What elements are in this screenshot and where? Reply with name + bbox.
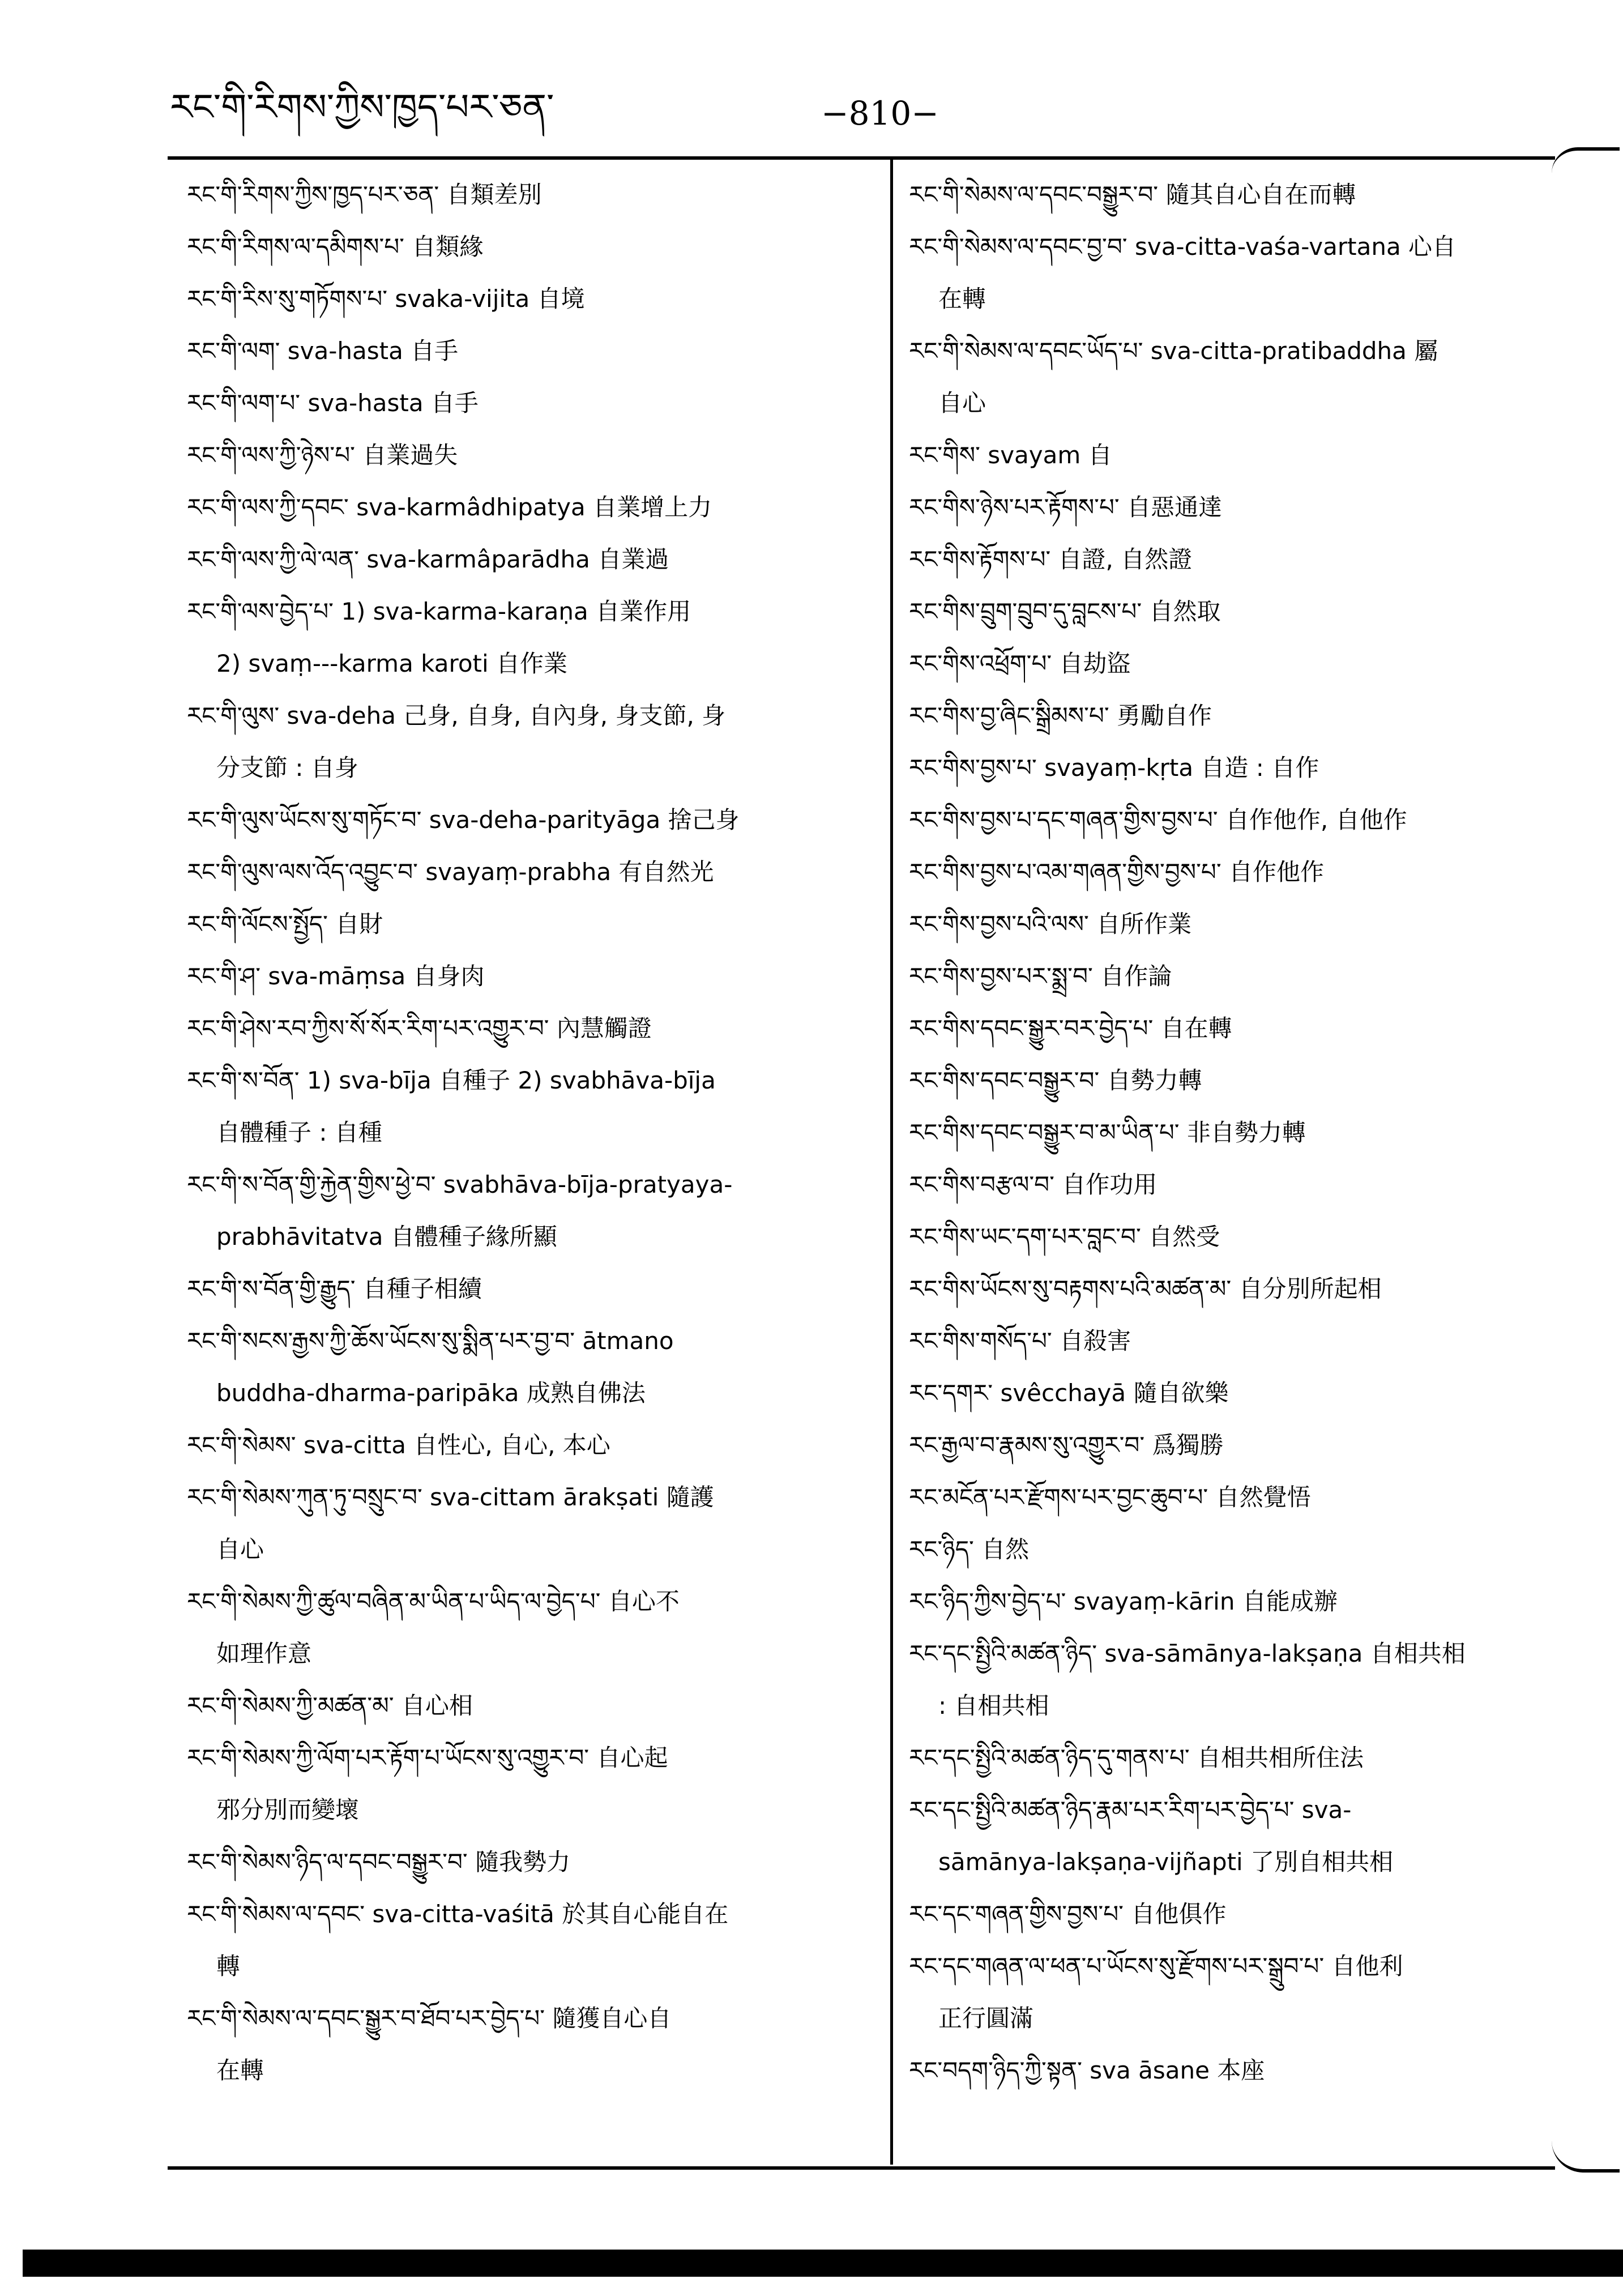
entry-headword-line: རང་གི་སེམས་ལ་དབང་ཡོད་པ་ sva-citta-pratibaddha 屬 [909, 337, 1438, 365]
entry-headword-line: རང་གི་ལུས་ sva-deha 己身, 自身, 自內身, 身支節, 身 [187, 702, 726, 729]
entry-headword-line: རང་གི་སེམས་ལ་དབང་བྱ་བ་ sva-citta-vaśa-vartana 心自 [909, 233, 1457, 261]
column-divider [890, 160, 893, 2165]
dictionary-entry [909, 846, 1594, 898]
entry-headword-line: རང་གི་ལས་བྱེད་པ་ 1) sva-karma-karaṇa 自業作用 [187, 598, 691, 625]
entry-continuation-line: 自心 [938, 389, 986, 417]
entry-headword-line: རང་བདག་ཉིད་ཀྱི་སྟན་ sva āsane 本座 [909, 2056, 1265, 2084]
entry-headword-line: རང་གིས་དབང་སྒྱུར་བར་བྱེད་པ་ 自在轉 [909, 1014, 1232, 1042]
bottom-rule-curve [1552, 2141, 1620, 2173]
dictionary-entry [909, 1419, 1594, 1471]
dictionary-entry [187, 481, 872, 534]
top-rule [168, 156, 1555, 160]
entry-continuation-line: 轉 [216, 1952, 241, 1980]
entry-continuation-line: : 自相共相 [938, 1692, 1049, 1719]
dictionary-entry [909, 1159, 1594, 1211]
entry-headword-line: རང་གིས་ཉེས་པར་རྟོགས་པ་ 自惡通達 [909, 493, 1223, 521]
entry-headword-line: རང་མངོན་པར་རྫོགས་པར་བྱང་ཆུབ་པ་ 自然覺悟 [909, 1483, 1311, 1511]
entry-headword-line: རང་གི་སངས་རྒྱས་ཀྱི་ཆོས་ཡོངས་སུ་སྨིན་པར་བྱ་བ་ ātmano [187, 1327, 674, 1355]
dictionary-entry [909, 1471, 1594, 1523]
entry-headword-line: རང་གིས་བྱས་པ་འམ་གཞན་གྱིས་བྱས་པ་ 自作他作 [909, 858, 1325, 886]
dictionary-entry [187, 1419, 872, 1471]
dictionary-entry [909, 638, 1594, 690]
dictionary-entry [909, 481, 1594, 534]
dictionary-entry [187, 1576, 872, 1680]
entry-headword-line: རང་གིས་བྲུག་བྲུབ་དུ་བླངས་པ་ 自然取 [909, 598, 1221, 625]
entry-headword-line: རང་དང་སྤྱིའི་མཚན་ཉིད་དུ་གནས་པ་ 自相共相所住法 [909, 1744, 1364, 1772]
bottom-rule [168, 2166, 1555, 2170]
entry-headword-line: རང་དགར་ svêcchayā 隨自欲樂 [909, 1379, 1229, 1407]
dictionary-entry [187, 1159, 872, 1263]
entry-headword-line: རང་གི་སེམས་ལ་དབང་སྒྱུར་བ་ཐོབ་པར་བྱེད་པ་ 隨獲自心自 [187, 2004, 672, 2032]
entry-headword-line: རང་གི་ཤ་ sva-māṃsa 自身肉 [187, 962, 485, 990]
entry-continuation-line: buddha-dharma-paripāka 成熟自佛法 [216, 1379, 646, 1407]
entry-headword-line: རང་གི་ལོངས་སྤྱོད་ 自財 [187, 910, 383, 938]
dictionary-entry [187, 898, 872, 950]
entry-continuation-line: 在轉 [216, 2056, 264, 2084]
dictionary-entry [187, 1680, 872, 1732]
entry-headword-line: རང་གིས་རྟོགས་པ་ 自證, 自然證 [909, 545, 1193, 573]
entry-headword-line: རང་གིས་ཡོངས་སུ་བརྟགས་པའི་མཚན་མ་ 自分別所起相 [909, 1275, 1382, 1303]
dictionary-entry [909, 1576, 1594, 1628]
entry-headword-line: རང་གི་སེམས་ཀྱི་ཚུལ་བཞིན་མ་ཡིན་པ་ཡིད་ལ་བྱེད་པ་ 自心不 [187, 1587, 680, 1615]
entry-headword-line: རང་གིས་བྱས་པ་དང་གཞན་གྱིས་བྱས་པ་ 自作他作, 自他作 [909, 806, 1407, 834]
dictionary-entry [909, 169, 1594, 221]
entry-headword-line: རང་གི་སེམས་ལ་དབང་བསྒྱུར་བ་ 隨其自心自在而轉 [909, 181, 1356, 208]
dictionary-entry [909, 1784, 1594, 1888]
dictionary-entry [909, 2045, 1594, 2097]
entry-headword-line: རང་གི་སེམས་ཉིད་ལ་དབང་བསྒྱུར་བ་ 隨我勢力 [187, 1848, 571, 1876]
dictionary-entry [187, 1002, 872, 1055]
entry-headword-line: རང་གི་རིགས་ཀྱིས་ཁྱད་པར་ཅན་ 自類差別 [187, 181, 542, 208]
entry-continuation-line: sāmānya-lakṣaṇa-vijñapti 了別自相共相 [938, 1848, 1394, 1876]
entry-continuation-line: 正行圓滿 [938, 2004, 1034, 2032]
dictionary-entry [909, 794, 1594, 846]
entry-headword-line: རང་རྒྱལ་བ་རྣམས་སུ་འགྱུར་བ་ 爲獨勝 [909, 1431, 1224, 1459]
dictionary-entry [187, 325, 872, 377]
entry-headword-line: རང་གི་ས་བོན་ 1) sva-bīja 自種子 2) svabhāva-bīja [187, 1066, 716, 1094]
left-column [187, 169, 872, 2097]
dictionary-entry [909, 1888, 1594, 1940]
dictionary-entry [909, 429, 1594, 481]
entry-headword-line: རང་གིས་གསོད་པ་ 自殺害 [909, 1327, 1131, 1355]
entry-headword-line: རང་གི་རིགས་ལ་དམིགས་པ་ 自類緣 [187, 233, 484, 261]
entry-headword-line: རང་གི་ས་བོན་གྱི་རྐྱེན་གྱིས་ཕྱེ་བ་ svabhāva-bīja-pratyaya- [187, 1171, 733, 1198]
dictionary-entry [187, 169, 872, 221]
dictionary-entry [909, 1002, 1594, 1055]
dictionary-entry [187, 1055, 872, 1159]
dictionary-entry [909, 1367, 1594, 1419]
entry-headword-line: རང་གི་ས་བོན་གྱི་རྒྱུད་ 自種子相續 [187, 1275, 482, 1303]
entry-headword-line: རང་གིས་བྱས་པ་ svayaṃ-kṛta 自造 : 自作 [909, 754, 1319, 782]
entry-continuation-line: 自心 [216, 1535, 264, 1563]
entry-continuation-line: 如理作意 [216, 1640, 312, 1667]
dictionary-entry [187, 534, 872, 586]
dictionary-entry [909, 1523, 1594, 1576]
page-number: −810− [821, 94, 939, 133]
entry-headword-line: རང་གིས་དབང་བསྒྱུར་བ་ 自勢力轉 [909, 1066, 1202, 1094]
entry-headword-line: རང་ཉིད་ 自然 [909, 1535, 1030, 1563]
dictionary-entry [187, 794, 872, 846]
dictionary-entry [909, 586, 1594, 638]
dictionary-entry [187, 846, 872, 898]
entry-headword-line: རང་དང་གཞན་ལ་ཕན་པ་ཡོངས་སུ་རྫོགས་པར་སྒྲུབ་པ་ 自他利 [909, 1952, 1403, 1980]
entry-continuation-line: 邪分別而變壞 [216, 1796, 360, 1824]
dictionary-entry [187, 1315, 872, 1419]
dictionary-entry [909, 1940, 1594, 2045]
entry-headword-line: རང་གི་ཤེས་རབ་ཀྱིས་སོ་སོར་རིག་པར་འགྱུར་བ་ 內慧觸證 [187, 1014, 652, 1042]
dictionary-entry [187, 1888, 872, 1992]
dictionary-entry [187, 1992, 872, 2097]
dictionary-entry [187, 950, 872, 1002]
entry-headword-line: རང་གི་ལས་ཀྱི་ཉེས་པ་ 自業過失 [187, 441, 458, 469]
dictionary-entry [909, 742, 1594, 794]
entry-headword-line: རང་གི་སེམས་ལ་དབང་ sva-citta-vaśitā 於其自心能自在 [187, 1900, 729, 1928]
dictionary-entry [909, 1732, 1594, 1784]
dictionary-entry [187, 1732, 872, 1836]
dictionary-entry [187, 1471, 872, 1576]
entry-continuation-line: 在轉 [938, 285, 986, 313]
dictionary-entry [187, 586, 872, 690]
dictionary-entry [909, 898, 1594, 950]
entry-headword-line: རང་གི་སེམས་ཀྱི་མཚན་མ་ 自心相 [187, 1692, 473, 1719]
entry-headword-line: རང་གི་སེམས་ཀྱི་ལོག་པར་རྟོག་པ་ཡོངས་སུ་འགྱུར་བ་ 自心起 [187, 1744, 668, 1772]
entry-headword-line: རང་གིས་དབང་བསྒྱུར་བ་མ་ཡིན་པ་ 非自勢力轉 [909, 1119, 1306, 1146]
entry-headword-line: རང་གི་ལུས་ཡོངས་སུ་གཏོང་བ་ sva-deha-parityāga 捨己身 [187, 806, 740, 834]
binding-strip [23, 2250, 1623, 2277]
dictionary-entry [909, 325, 1594, 429]
dictionary-entry [909, 1263, 1594, 1315]
dictionary-entry [909, 1107, 1594, 1159]
dictionary-entry [187, 1836, 872, 1888]
entry-headword-line: རང་དང་གཞན་གྱིས་བྱས་པ་ 自他俱作 [909, 1900, 1227, 1928]
dictionary-entry [187, 690, 872, 794]
dictionary-entry [187, 377, 872, 429]
entry-headword-line: རང་གིས་ svayam 自 [909, 441, 1112, 469]
entry-continuation-line: 自體種子 : 自種 [216, 1119, 382, 1146]
dictionary-entry [909, 1055, 1594, 1107]
dictionary-entry [909, 221, 1594, 325]
entry-headword-line: རང་ཉིད་ཀྱིས་བྱེད་པ་ svayaṃ-kārin 自能成辦 [909, 1587, 1338, 1615]
entry-headword-line: རང་གིས་བྱས་པའི་ལས་ 自所作業 [909, 910, 1192, 938]
entry-continuation-line: prabhāvitatva 自體種子緣所顯 [216, 1223, 557, 1251]
dictionary-entry [909, 1315, 1594, 1367]
entry-headword-line: རང་གི་ལག་པ་ sva-hasta 自手 [187, 389, 479, 417]
entry-headword-line: རང་གི་ལས་ཀྱི་དབང་ sva-karmâdhipatya 自業增上力 [187, 493, 712, 521]
entry-continuation-line: 2) svaṃ---karma karoti 自作業 [216, 650, 568, 677]
entry-headword-line: རང་དང་སྤྱིའི་མཚན་ཉིད་རྣམ་པར་རིག་པར་བྱེད་པ་ sva- [909, 1796, 1352, 1824]
entry-headword-line: རང་གི་རིས་སུ་གཏོགས་པ་ svaka-vijita 自境 [187, 285, 585, 313]
dictionary-entry [909, 950, 1594, 1002]
entry-headword-line: རང་དང་སྤྱིའི་མཚན་ཉིད་ sva-sāmānya-lakṣaṇa 自相共相 [909, 1640, 1466, 1667]
entry-headword-line: རང་གི་ལས་ཀྱི་ལེ་ལན་ sva-karmâparādha 自業過 [187, 545, 669, 573]
dictionary-entry [909, 1211, 1594, 1263]
dictionary-entry [909, 1628, 1594, 1732]
entry-headword-line: རང་གིས་ཡང་དག་པར་བླང་བ་ 自然受 [909, 1223, 1220, 1251]
dictionary-entry [187, 221, 872, 273]
entry-headword-line: རང་གི་སེམས་ sva-citta 自性心, 自心, 本心 [187, 1431, 610, 1459]
entry-headword-line: རང་གིས་བྱ་ཞིང་སྒྲིམས་པ་ 勇勵自作 [909, 702, 1212, 729]
entry-headword-line: རང་གིས་འཕྲོག་པ་ 自劫盜 [909, 650, 1131, 677]
dictionary-entry [909, 690, 1594, 742]
entry-headword-line: རང་གིས་བརྩལ་བ་ 自作功用 [909, 1171, 1158, 1198]
dictionary-entry [909, 534, 1594, 586]
running-head: རང་གི་རིགས་ཀྱིས་ཁྱད་པར་ཅན་ [170, 87, 554, 129]
dictionary-entry [187, 273, 872, 325]
entry-headword-line: རང་གི་ལུས་ལས་འོད་འབྱུང་བ་ svayaṃ-prabha 有自然光 [187, 858, 714, 886]
right-column [909, 169, 1594, 2097]
entry-headword-line: རང་གི་སེམས་ཀུན་ཏུ་བསྲུང་བ་ sva-cittam ārakṣati 隨護 [187, 1483, 714, 1511]
entry-continuation-line: 分支節 : 自身 [216, 754, 358, 782]
dictionary-entry [187, 1263, 872, 1315]
entry-headword-line: རང་གིས་བྱས་པར་སྨྲ་བ་ 自作論 [909, 962, 1172, 990]
entry-headword-line: རང་གི་ལག་ sva-hasta 自手 [187, 337, 459, 365]
dictionary-entry [187, 429, 872, 481]
